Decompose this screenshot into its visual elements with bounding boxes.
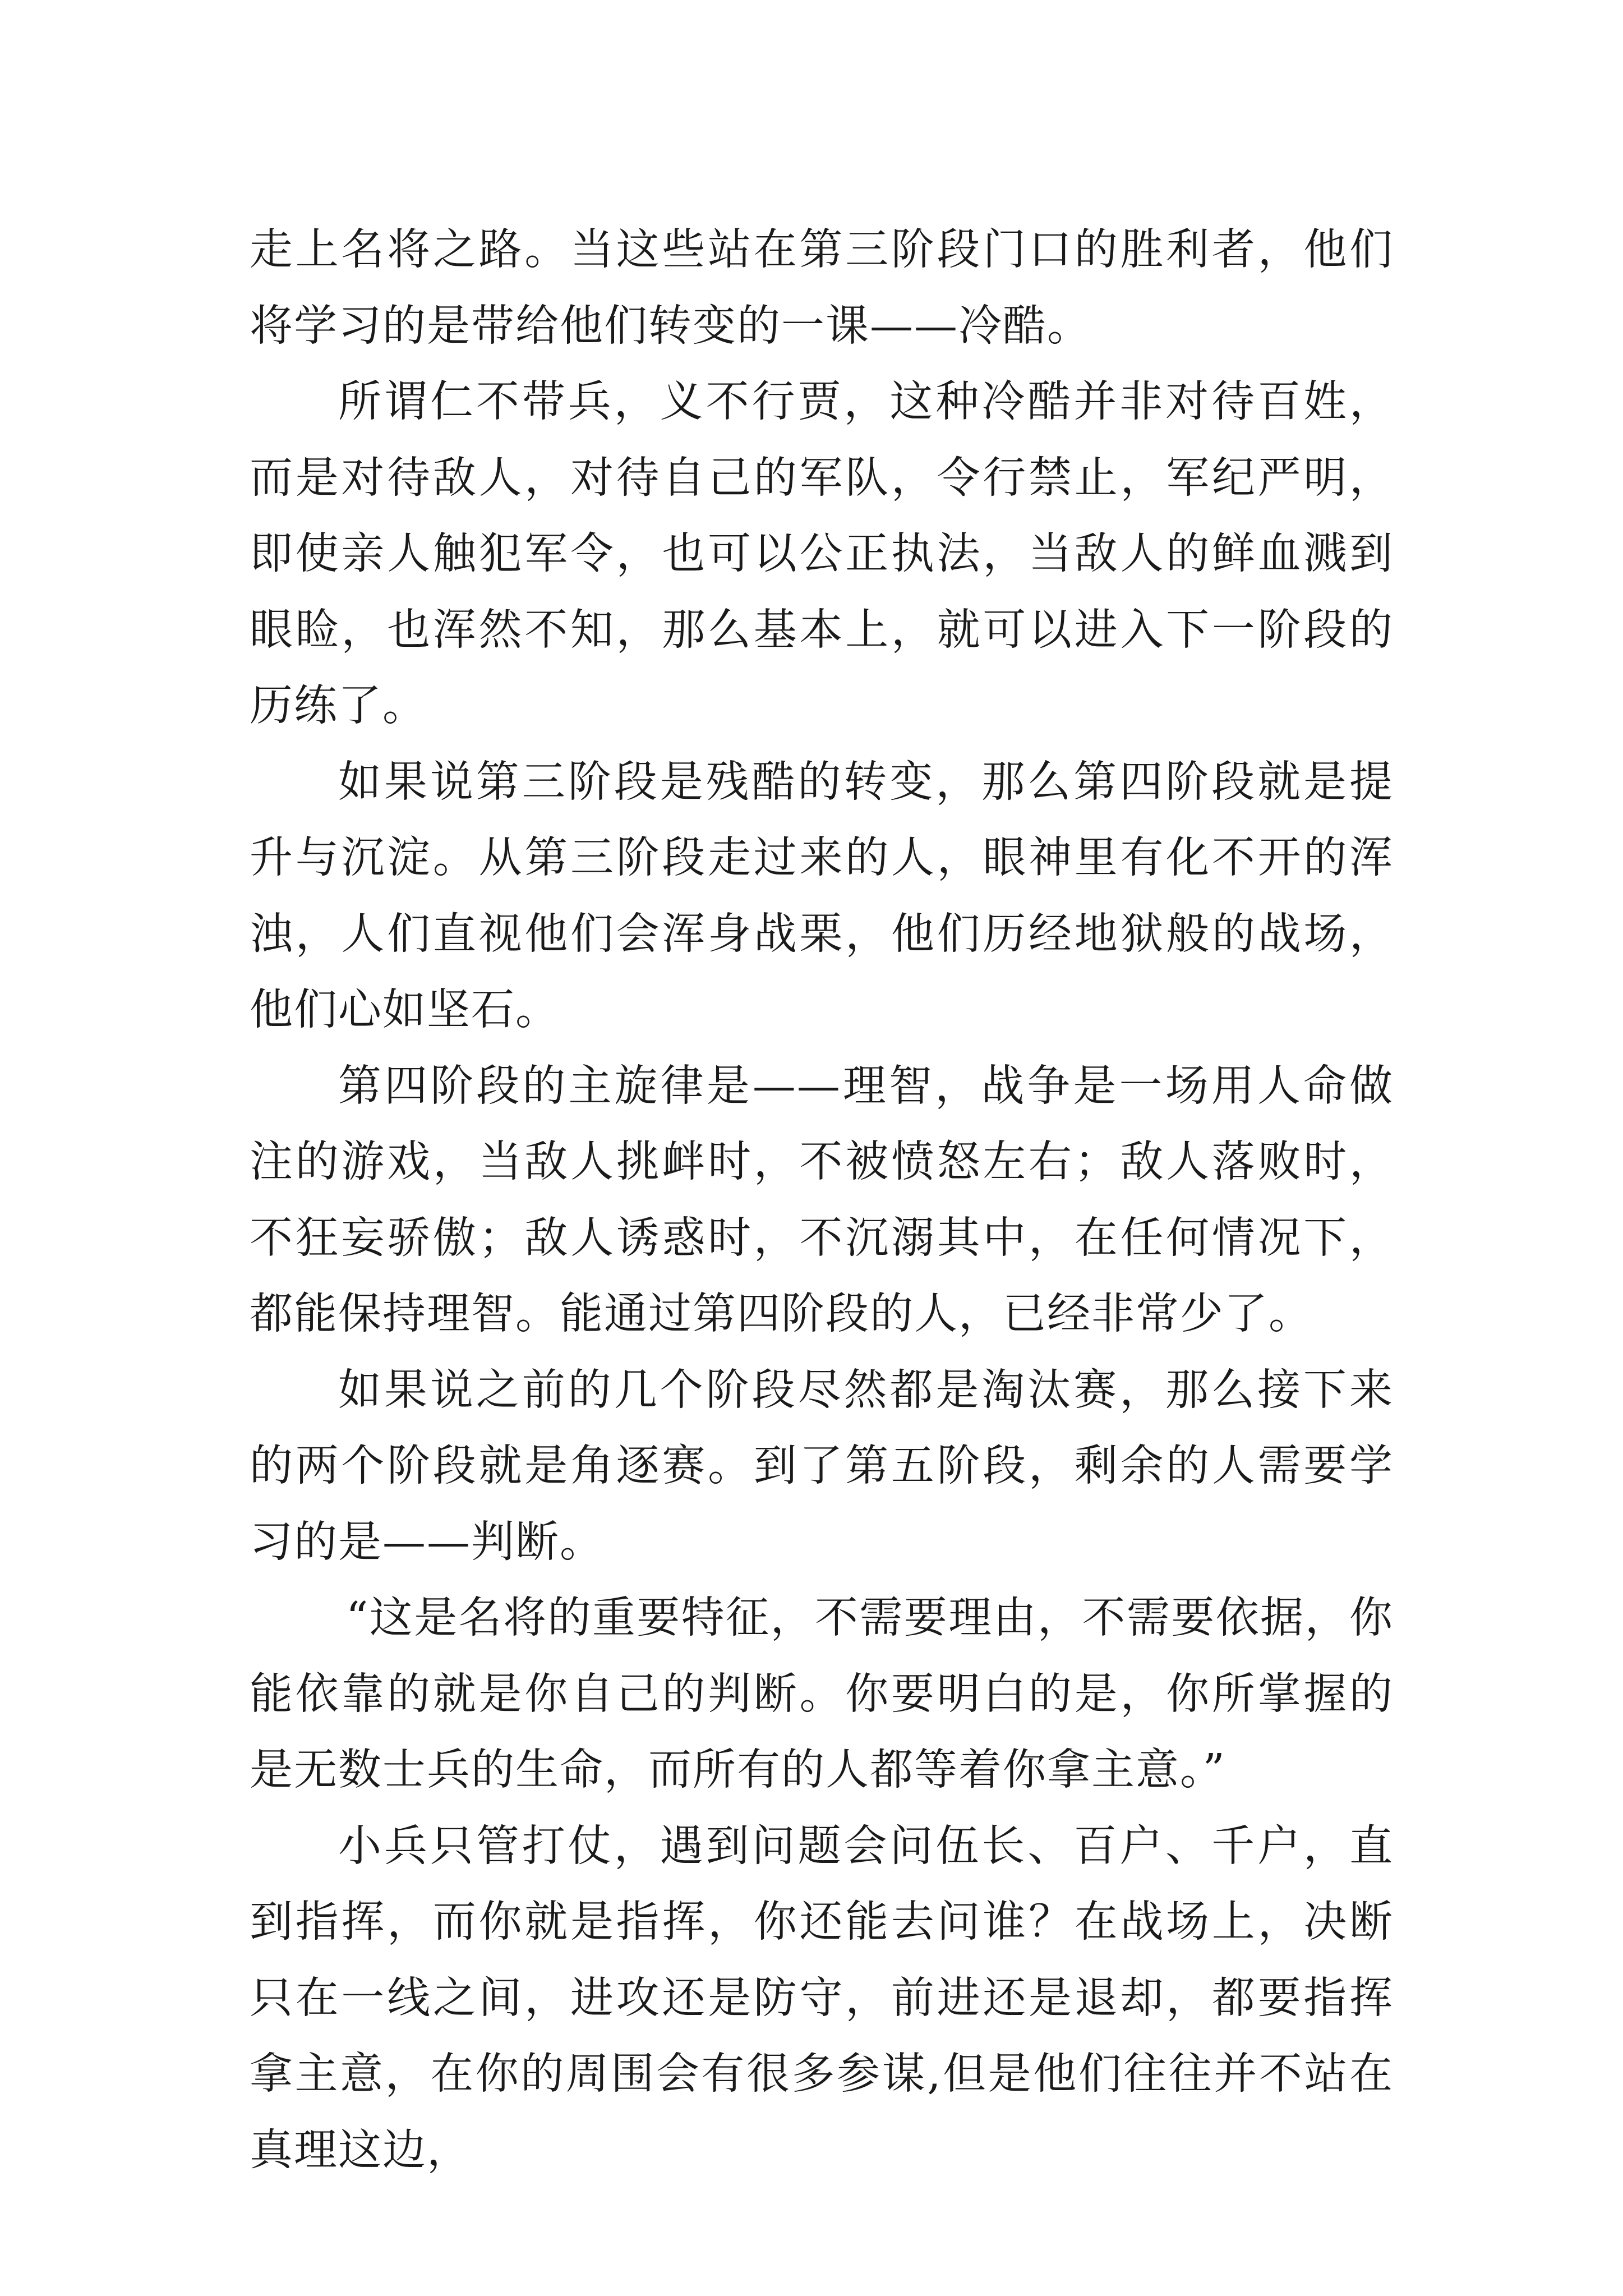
paragraph-3: 如果说第三阶段是残酷的转变，那么第四阶段就是提升与沉淀。从第三阶段走过来的人，眼神里有化不开的浑浊，人们直视他们会浑身战栗，他们历经地狱般的战场，他们心如坚石。 [250, 757, 1394, 1035]
paragraph-1: 走上名将之路。当这些站在第三阶段门口的胜利者，他们将学习的是带给他们转变的一课——冷酷。 [250, 225, 1394, 351]
paragraph-6-quote: “这是名将的重要特征，不需要理由，不需要依据，你能依靠的就是你自己的判断。你要明白的是，你所掌握的是无数士兵的生命，而所有的人都等着你拿主意。” [250, 1593, 1394, 1795]
body-text [250, 212, 1394, 2188]
paragraph-4: 第四阶段的主旋律是——理智，战争是一场用人命做注的游戏，当敌人挑衅时，不被愤怒左右；敌人落败时，不狂妄骄傲；敌人诱惑时，不沉溺其中，在任何情况下，都能保持理智。能通过第四阶段的人，已经非常少了。 [250, 1061, 1394, 1339]
paragraph-7: 小兵只管打仗，遇到问题会问伍长、百户、千户，直到指挥，而你就是指挥，你还能去问谁？在战场上，决断只在一线之间，进攻还是防守，前进还是退却，都要指挥拿主意，在你的周围会有很多参谋,但是他们往往并不站在真理这边， [250, 1821, 1394, 2175]
paragraph-5: 如果说之前的几个阶段尽然都是淘汰赛，那么接下来的两个阶段就是角逐赛。到了第五阶段，剩余的人需要学习的是——判断。 [250, 1365, 1394, 1567]
paragraph-2: 所谓仁不带兵，义不行贾，这种冷酷并非对待百姓，而是对待敌人，对待自己的军队，令行禁止，军纪严明，即使亲人触犯军令，也可以公正执法，当敌人的鲜血溅到眼睑，也浑然不知，那么基本上，就可以进入下一阶段的历练了。 [250, 377, 1394, 731]
